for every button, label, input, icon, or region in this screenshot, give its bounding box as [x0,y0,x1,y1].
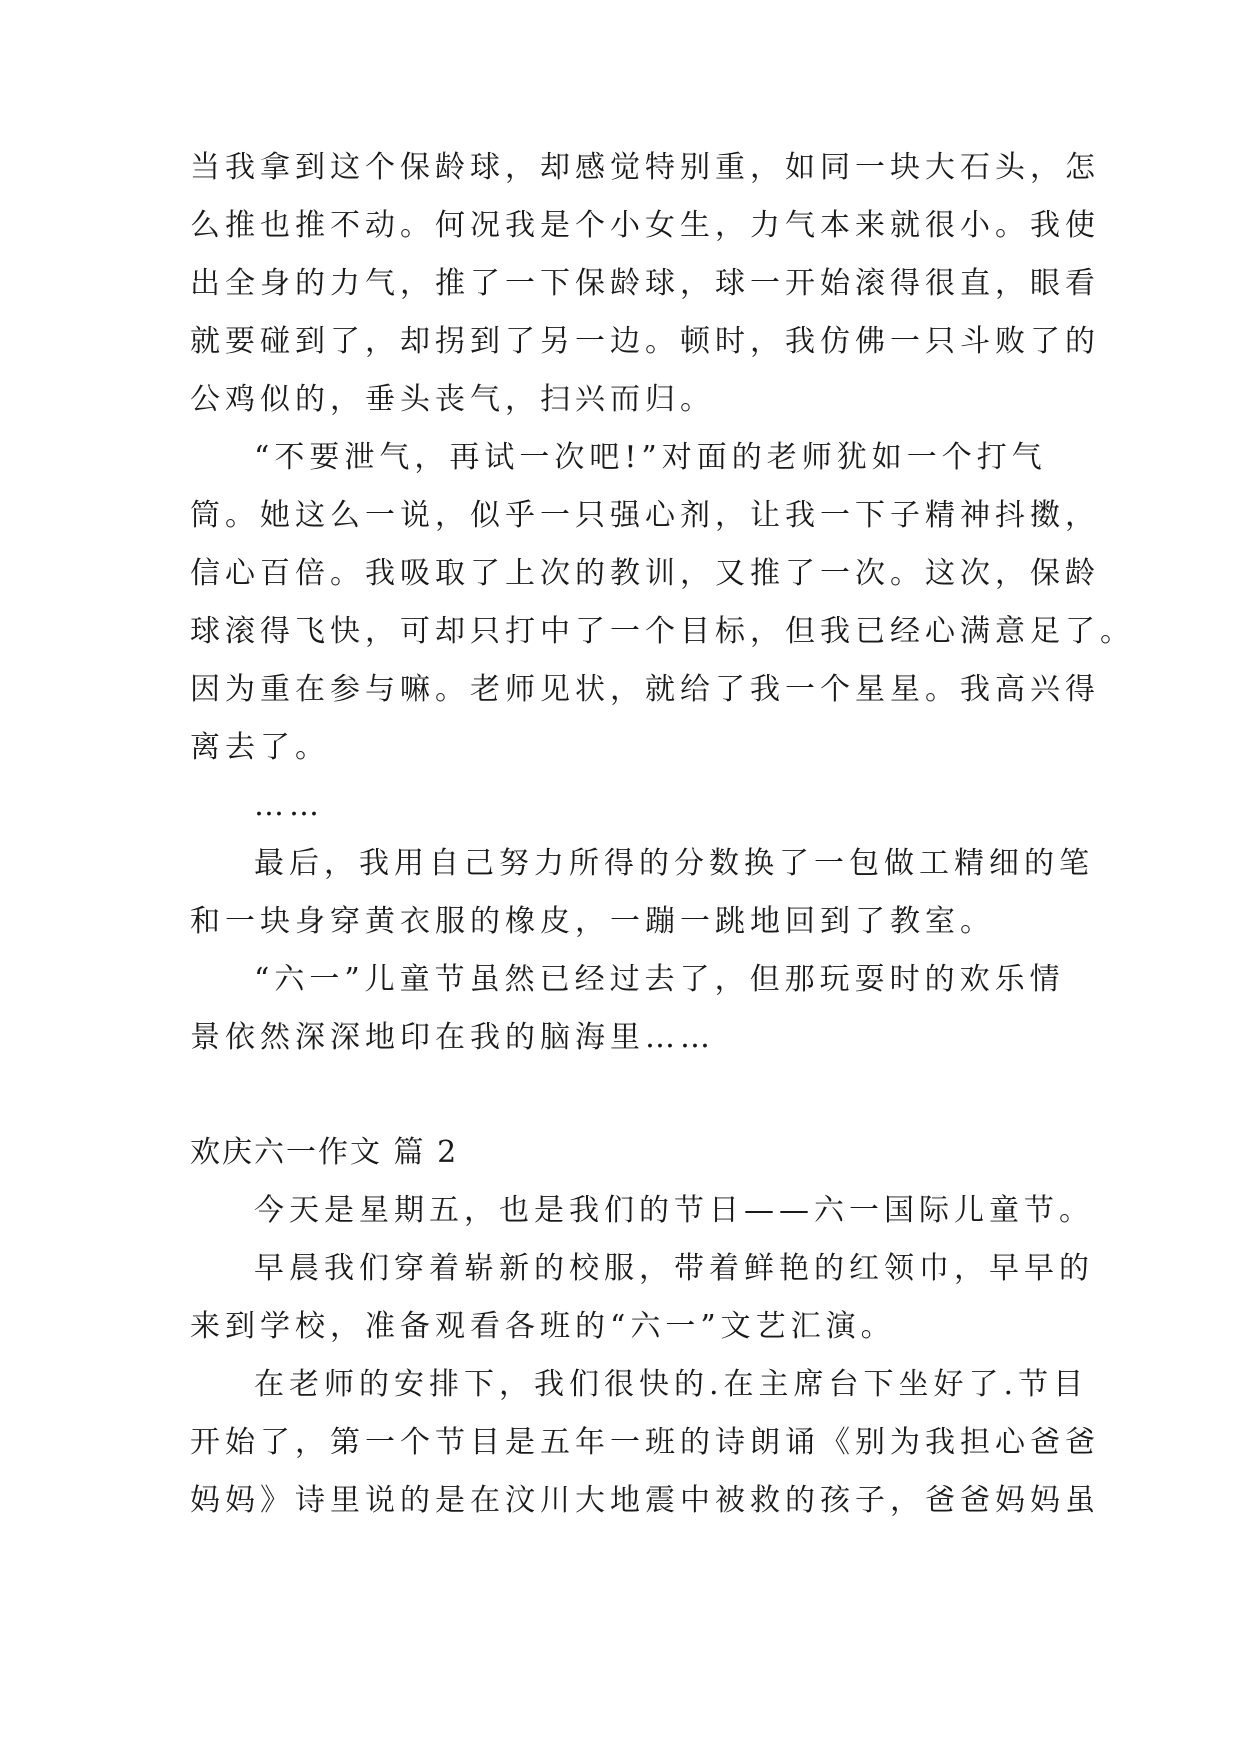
text-line: 球滚得飞快，可却只打中了一个目标，但我已经心满意足了。 [190,614,1135,649]
text-line: 就要碰到了，却拐到了另一边。顿时，我仿佛一只斗败了的 [190,324,1100,359]
text-line: 因为重在参与嘛。老师见状，就给了我一个星星。我高兴得 [190,672,1100,707]
text-line: 妈妈》诗里说的是在汶川大地震中被救的孩子，爸爸妈妈虽 [190,1483,1100,1518]
text-line: 筒。她这么一说，似乎一只强心剂，让我一下子精神抖擞， [190,498,1100,533]
ellipsis-line: …… [254,788,324,823]
text-line: 离去了。 [190,730,330,765]
section-heading: 欢庆六一作文 篇 2 [190,1135,459,1170]
text-line: 公鸡似的，垂头丧气，扫兴而归。 [190,382,715,417]
text-line: 信心百倍。我吸取了上次的教训，又推了一次。这次，保龄 [190,556,1100,591]
text-line: 今天是星期五，也是我们的节日——六一国际儿童节。 [254,1193,1094,1228]
text-line: 在老师的安排下，我们很快的.在主席台下坐好了.节目 [254,1367,1089,1402]
text-line: “不要泄气，再试一次吧!”对面的老师犹如一个打气 [254,440,1047,475]
text-line: 景依然深深地印在我的脑海里…… [190,1020,715,1055]
text-line: 最后，我用自己努力所得的分数换了一包做工精细的笔 [254,846,1094,881]
text-line: 来到学校，准备观看各班的“六一”文艺汇演。 [190,1309,896,1344]
text-line: 早晨我们穿着崭新的校服，带着鲜艳的红领巾，早早的 [254,1251,1094,1286]
text-line: 当我拿到这个保龄球，却感觉特别重，如同一块大石头，怎 [190,150,1100,185]
text-line: “六一”儿童节虽然已经过去了，但那玩耍时的欢乐情 [254,962,1065,997]
text-line: 开始了，第一个节目是五年一班的诗朗诵《别为我担心爸爸 [190,1425,1100,1460]
text-line: 么推也推不动。何况我是个小女生，力气本来就很小。我使 [190,208,1100,243]
text-line: 和一块身穿黄衣服的橡皮，一蹦一跳地回到了教室。 [190,904,995,939]
text-line: 出全身的力气，推了一下保龄球，球一开始滚得很直，眼看 [190,266,1100,301]
